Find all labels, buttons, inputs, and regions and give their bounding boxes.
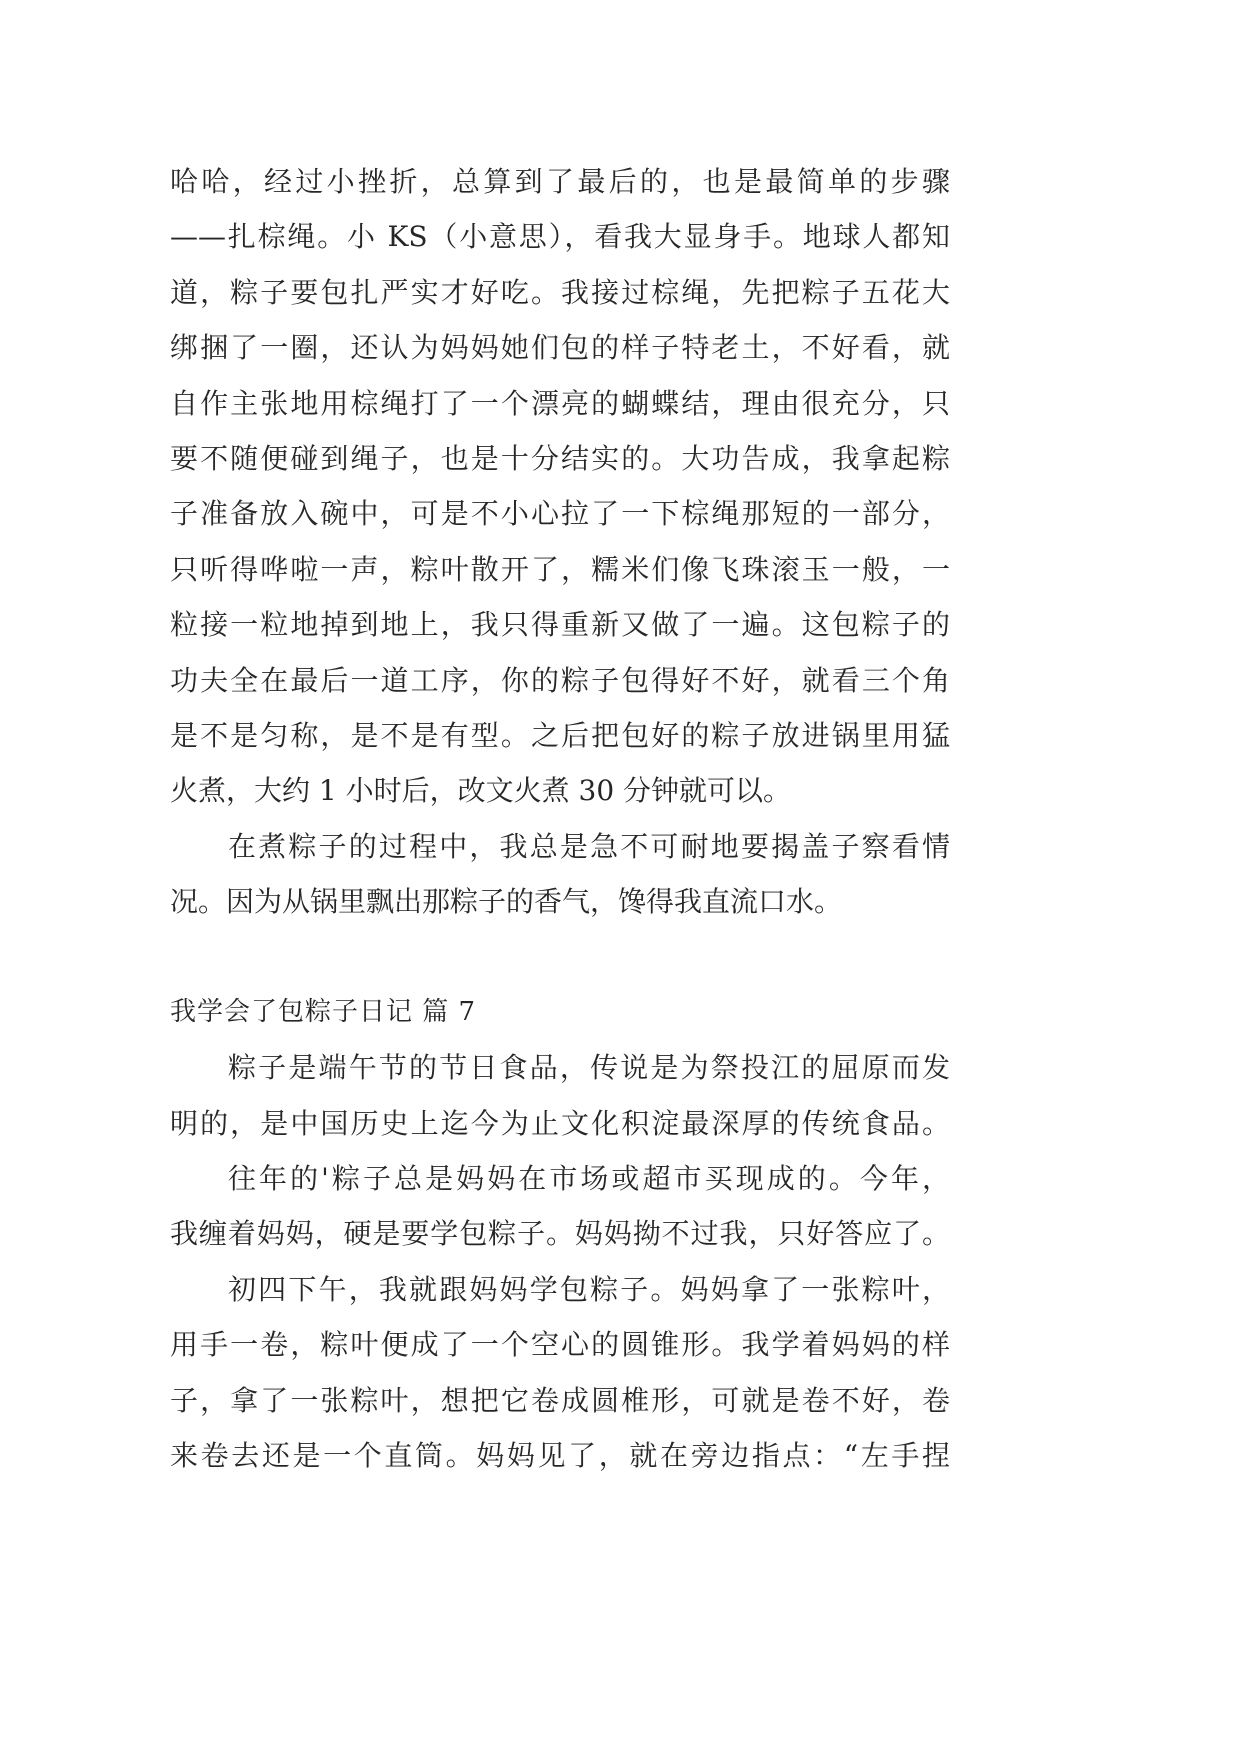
text-line: ——扎棕绳。小 KS（小意思），看我大显身手。地球人都知 xyxy=(170,220,950,254)
paragraph xyxy=(170,1040,950,1151)
text-line: 子，拿了一张粽叶，想把它卷成圆椎形，可就是卷不好，卷 xyxy=(170,1383,950,1417)
paragraph xyxy=(170,1262,950,1484)
text-line: 道，粽子要包扎严实才好吃。我接过棕绳，先把粽子五花大 xyxy=(170,275,950,309)
paragraph xyxy=(170,819,950,930)
text-line: 子准备放入碗中，可是不小心拉了一下棕绳那短的一部分， xyxy=(170,497,950,531)
paragraph xyxy=(170,1151,950,1262)
text-line: 用手一卷，粽叶便成了一个空心的圆锥形。我学着妈妈的样 xyxy=(170,1328,950,1362)
text-line: 况。因为从锅里飘出那粽子的香气，馋得我直流口水。 xyxy=(170,885,843,919)
text-line: 自作主张地用棕绳打了一个漂亮的蝴蝶结，理由很充分，只 xyxy=(170,386,950,420)
text-line: 要不随便碰到绳子，也是十分结实的。大功告成，我拿起粽 xyxy=(170,441,950,475)
text-line: 往年的'粽子总是妈妈在市场或超市买现成的。今年， xyxy=(228,1162,950,1196)
text-line: 是不是匀称，是不是有型。之后把包好的粽子放进锅里用猛 xyxy=(170,718,950,752)
text-line: 我缠着妈妈，硬是要学包粽子。妈妈拗不过我，只好答应了。 xyxy=(170,1217,950,1251)
text-line: 初四下午，我就跟妈妈学包粽子。妈妈拿了一张粽叶， xyxy=(228,1272,950,1306)
text-line: 明的，是中国历史上迄今为止文化积淀最深厚的传统食品。 xyxy=(170,1106,950,1140)
section-gap xyxy=(170,929,950,984)
text-line: 只听得哗啦一声，粽叶散开了，糯米们像飞珠滚玉一般，一 xyxy=(170,552,950,586)
text-line: 粒接一粒地掉到地上，我只得重新又做了一遍。这包粽子的 xyxy=(170,608,950,642)
text-line: 绑捆了一圈，还认为妈妈她们包的样子特老土，不好看，就 xyxy=(170,331,950,365)
text-line: 哈哈，经过小挫折，总算到了最后的，也是最简单的步骤 xyxy=(170,165,950,198)
text-line: 粽子是端午节的节日食品，传说是为祭投江的屈原而发 xyxy=(228,1051,950,1085)
paragraph xyxy=(170,154,950,819)
text-line: 火煮，大约 1 小时后，改文火煮 30 分钟就可以。 xyxy=(170,774,792,808)
section-heading: 我学会了包粽子日记 篇 7 xyxy=(170,996,477,1027)
document-page xyxy=(170,154,950,1483)
text-line: 功夫全在最后一道工序，你的粽子包得好不好，就看三个角 xyxy=(170,663,950,697)
text-line: 在煮粽子的过程中，我总是急不可耐地要揭盖子察看情 xyxy=(228,829,950,863)
text-line: 来卷去还是一个直筒。妈妈见了，就在旁边指点：“左手捏 xyxy=(170,1438,950,1472)
